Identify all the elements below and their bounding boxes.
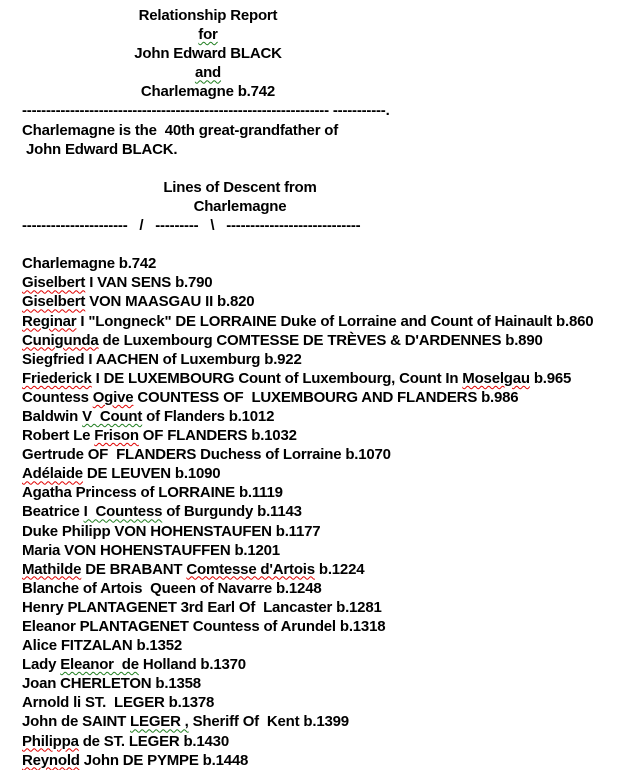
text-segment: Robert Le (22, 427, 95, 445)
descent-line (22, 732, 620, 751)
text-segment: Charlemagne b.742 (22, 255, 157, 273)
report-title-block (22, 6, 394, 101)
text-segment: Relationship Report (138, 7, 278, 24)
descent-line (22, 579, 620, 598)
text-segment: Baldwin (22, 407, 83, 425)
misspelled-text: Philippa (22, 732, 79, 750)
text-segment: Blanche of Artois Queen of Navarre b.1248 (22, 579, 322, 597)
descent-line (22, 636, 620, 655)
descent-line (22, 331, 620, 350)
misspelled-text: Giselbert (22, 293, 86, 311)
text-segment: de Luxembourg COMTESSE DE TRÈVES & D'ARDENNES b.890 (98, 331, 543, 349)
text-segment: DE BRABANT (81, 560, 187, 578)
summary-line (22, 121, 620, 140)
misspelled-text: Reginar (22, 312, 77, 330)
text-segment: I "Longneck" DE LORRAINE Duke of Lorraine and Count of Hainault b.860 (76, 312, 594, 330)
misspelled-text: Frison (94, 427, 139, 445)
grammar-flagged-text: Eleanor de (60, 656, 139, 674)
text-segment: Countess (22, 388, 93, 406)
blank-line (22, 235, 620, 254)
grammar-flagged-text: and (194, 64, 222, 82)
descent-line (22, 598, 620, 617)
text-segment: COUNTESS OF LUXEMBOURG AND FLANDERS b.986 (133, 388, 519, 406)
descent-line (22, 388, 620, 407)
text-segment: Beatrice (22, 503, 84, 521)
text-segment: Duke Philipp VON HOHENSTAUFEN b.1177 (22, 522, 321, 540)
text-segment: Sheriff Of Kent b.1399 (188, 713, 349, 731)
descent-line (22, 617, 620, 636)
descent-line (22, 751, 620, 770)
text-segment: Arnold li ST. LEGER b.1378 (22, 694, 215, 712)
text-segment: I DE LUXEMBOURG Count of Luxembourg, Count In (91, 369, 463, 387)
text-segment: Siegfried I AACHEN of Luxemburg b.922 (22, 350, 302, 368)
lines-of-descent-heading-block (22, 178, 458, 216)
text-segment: b.965 (529, 369, 572, 387)
report-title-line (22, 82, 394, 101)
text-segment: Charlemagne is the 40th great-grandfather of (22, 121, 339, 139)
descent-line (22, 464, 620, 483)
grammar-flagged-text: LEGER , (130, 713, 189, 731)
descent-line (22, 350, 620, 369)
text-segment: VON MAASGAU II b.820 (85, 293, 255, 311)
text-segment: John de SAINT (22, 713, 131, 731)
descent-line (22, 655, 620, 674)
grammar-flagged-text: V Count (82, 407, 143, 425)
divider-top: ---------------------------------------------------------------- -----------. (22, 102, 390, 120)
descent-list (22, 254, 620, 770)
misspelled-text: Adélaide (22, 465, 83, 483)
descent-line (22, 407, 620, 426)
misspelled-text: Moselgau (462, 369, 530, 387)
misspelled-text: Cunigunda (22, 331, 99, 349)
misspelled-text: Reynold (22, 751, 80, 769)
misspelled-text: Comtesse d'Artois (186, 560, 315, 578)
descent-line (22, 483, 620, 502)
descent-line (22, 445, 620, 464)
text-segment: b.1224 (314, 560, 365, 578)
text-segment: of Burgundy b.1143 (162, 503, 302, 521)
text-segment: Holland b.1370 (138, 656, 246, 674)
grammar-flagged-text: I Countess (83, 503, 163, 521)
text-segment: John Edward BLACK (134, 45, 282, 63)
report-title-line (22, 25, 394, 44)
text-segment: Henry PLANTAGENET 3rd Earl Of Lancaster b.1281 (22, 598, 382, 616)
descent-line (22, 273, 620, 292)
text-segment: Charlemagne b.742 (140, 83, 276, 101)
descent-heading-line (22, 197, 458, 216)
misspelled-text: Friederick (22, 369, 92, 387)
divider-descent-tree: ---------------------- / --------- \ ---------------------------- (22, 217, 361, 235)
text-segment: Joan CHERLETON b.1358 (22, 675, 201, 693)
descent-line (22, 292, 620, 311)
misspelled-text: Giselbert (22, 274, 86, 292)
descent-line (22, 693, 620, 712)
text-segment: John Edward BLACK. (22, 140, 178, 158)
relationship-summary-block (22, 121, 620, 159)
text-segment: Lines of Descent from (163, 178, 317, 196)
report-title-line (22, 6, 394, 25)
report-title-line (22, 63, 394, 82)
text-segment: Charlemagne (193, 197, 287, 215)
text-segment: John DE PYMPE b.1448 (79, 751, 249, 769)
descent-line (22, 312, 620, 331)
text-segment: Alice FITZALAN b.1352 (22, 637, 183, 655)
text-segment: Lady (22, 656, 61, 674)
text-segment: OF FLANDERS b.1032 (138, 427, 297, 445)
descent-line (22, 712, 620, 731)
blank-line (22, 159, 620, 178)
summary-line (22, 140, 620, 159)
descent-line (22, 254, 620, 273)
report-title-line (22, 44, 394, 63)
text-segment: Eleanor PLANTAGENET Countess of Arundel b.1318 (22, 618, 386, 635)
descent-line (22, 522, 620, 541)
descent-line (22, 426, 620, 445)
descent-line (22, 502, 620, 521)
text-segment: I VAN SENS b.790 (85, 274, 213, 292)
text-segment: de ST. LEGER b.1430 (78, 732, 229, 750)
text-segment: of Flanders b.1012 (142, 407, 275, 425)
misspelled-text: Mathilde (22, 560, 82, 578)
text-segment: DE LEUVEN b.1090 (82, 465, 221, 483)
grammar-flagged-text: for (198, 26, 218, 44)
descent-line (22, 674, 620, 693)
text-segment: Maria VON HOHENSTAUFFEN b.1201 (22, 541, 280, 559)
descent-line (22, 560, 620, 579)
misspelled-text: Ogive (92, 388, 134, 406)
descent-line (22, 541, 620, 560)
text-segment: Gertrude OF FLANDERS Duchess of Lorraine b.1070 (22, 446, 391, 464)
descent-heading-line (22, 178, 458, 197)
text-segment: Agatha Princess of LORRAINE b.1119 (22, 484, 283, 502)
descent-line (22, 369, 620, 388)
